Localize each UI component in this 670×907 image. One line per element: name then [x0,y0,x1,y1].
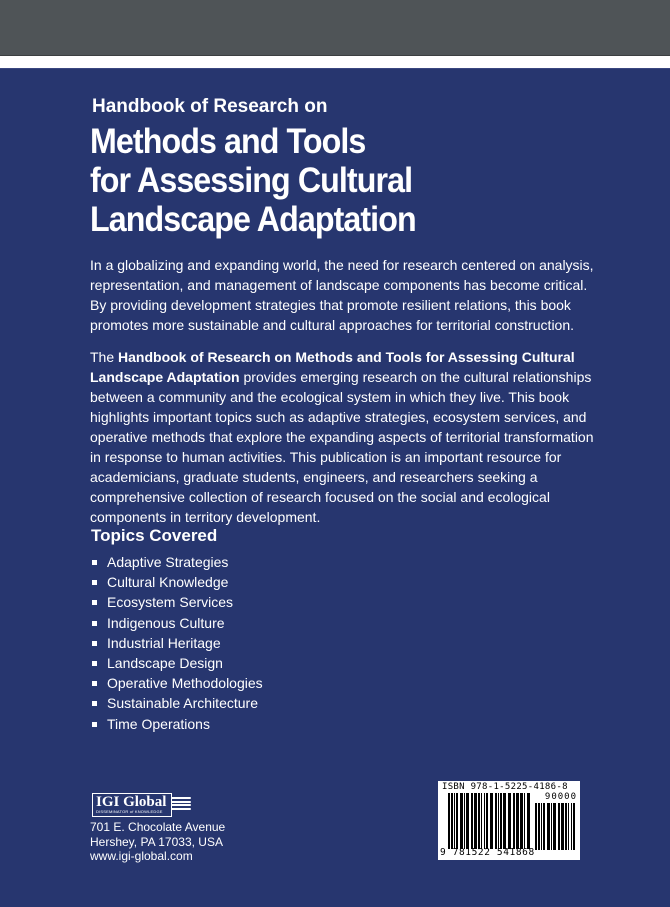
barcode-bar [513,793,515,849]
barcode-bar [464,793,465,849]
barcode-bar [535,803,537,850]
barcode-bar [478,793,480,849]
title-line: Landscape Adaptation [90,200,416,239]
barcode-bar [547,803,550,850]
barcode-bar [527,793,530,849]
publisher-logo [92,793,172,817]
barcode-bar [495,793,497,849]
barcode-bar [481,793,482,849]
barcode-bar [573,803,575,850]
list-item: Industrial Heritage [90,633,263,653]
list-item: Time Operations [90,714,263,734]
barcode-bar [448,793,450,849]
list-item: Operative Methodologies [90,673,263,693]
barcode-bar [508,793,511,849]
description-paragraph-1: In a globalizing and expanding world, the need for research centered on analysis, representation, and management of landscape components has become critical. By providing development strategies that promote resilient relations, this book promotes more sustainable and cultural approaches for territorial construction. [90,257,594,333]
description-paragraph-2 [90,347,600,527]
barcode-bar [486,793,488,849]
address-line: 701 E. Chocolate Avenue [90,820,226,834]
barcode-bar [466,793,469,849]
white-band [0,56,670,69]
list-item: Ecosystem Services [90,592,263,612]
book-title [90,122,416,239]
barcode-bar [568,803,569,850]
p2-book-title: Handbook of Research on Methods and Tools for Assessing Cultural Landscape Adaptation [90,349,575,385]
logo-waves-icon [171,797,191,811]
logo-name: IGI Global [96,794,167,810]
list-item: Sustainable Architecture [90,693,263,713]
title-line: for Assessing Cultural [90,161,413,200]
barcode-bar [561,803,564,850]
barcode-bar [454,793,455,849]
price-barcode-bars [535,803,577,850]
barcode-bar [516,793,519,849]
topics-list [90,552,263,734]
barcode-number: 9 781522 541868 [440,847,535,858]
barcode-bar [524,793,525,849]
top-gray-band [0,0,670,56]
address-line: Hershey, PA 17033, USA [90,834,223,849]
barcode-bar [565,803,567,850]
barcode-bar [551,803,552,850]
barcode-bar [553,803,556,850]
list-item: Adaptive Strategies [90,552,263,572]
barcode-bars [448,793,532,849]
barcode-bar [498,793,499,849]
barcode-bar [541,803,542,850]
barcode-bar [471,793,473,849]
p2-lead: The [90,349,119,365]
p2-rest: provides emerging research on the cultural relationships between a community and the ecological system in which they live. This book highlights important topics such as adaptive strategies, ecosystem services, and operative methods that explore the expanding aspects of territorial transformation in response to human activities. This publication is an important resource for academicians, graduate students, engineers, and researchers seeking a comprehensive collection of research focused on the social and ecological components in territory development. [90,369,594,525]
barcode-bar [500,793,502,849]
barcode-bar [571,803,572,850]
barcode-bar [543,803,545,850]
barcode-bar [451,793,453,849]
publisher-address [90,820,225,864]
barcode-bar [538,803,540,850]
logo-tagline: DISSEMINATOR of KNOWLEDGE [96,809,163,814]
topics-heading: Topics Covered [91,526,218,545]
isbn-text: ISBN 978-1-5225-4186-8 [442,782,568,792]
isbn-barcode [438,781,580,860]
title-line: Methods and Tools [90,122,366,161]
barcode-bar [456,793,458,849]
barcode-bar [484,793,485,849]
price-code: 90000 [544,792,577,802]
list-item: Cultural Knowledge [90,572,263,592]
barcode-bar [503,793,506,849]
book-subtitle: Handbook of Research on [92,96,328,117]
barcode-bar [474,793,477,849]
list-item: Indigenous Culture [90,613,263,633]
barcode-bar [490,793,493,849]
barcode-bar [460,793,463,849]
website: www.igi-global.com [90,849,193,863]
barcode-bar [520,793,523,849]
list-item: Landscape Design [90,653,263,673]
barcode-bar [558,803,560,850]
